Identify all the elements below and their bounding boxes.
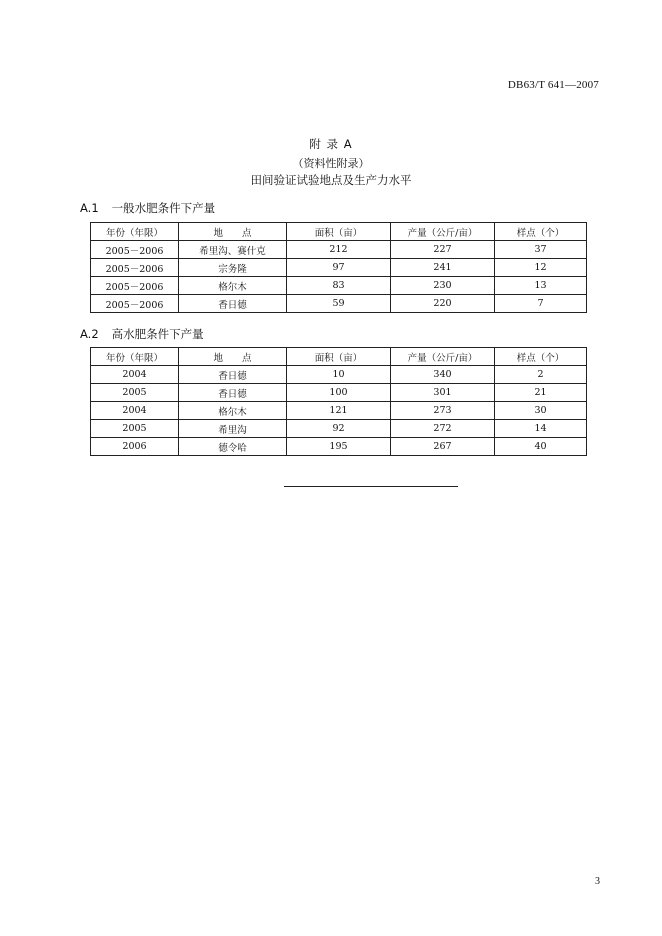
cell-area: 59 (287, 295, 391, 313)
page-number: 3 (595, 876, 600, 887)
cell-year: 2005－2006 (91, 295, 179, 313)
table-row (91, 277, 587, 295)
column-header-year: 年份（年限） (91, 223, 179, 241)
cell-area: 121 (287, 402, 391, 420)
table-row (91, 241, 587, 259)
column-header-area: 面积（亩） (287, 348, 391, 366)
cell-location: 香日德 (179, 295, 287, 313)
column-header-yield: 产量（公斤/亩） (391, 348, 495, 366)
table-header-row (91, 223, 587, 241)
cell-yield: 230 (391, 277, 495, 295)
appendix-type: （资料性附录） (292, 157, 370, 170)
cell-area: 97 (287, 259, 391, 277)
cell-samples: 13 (495, 277, 587, 295)
cell-samples: 2 (495, 366, 587, 384)
cell-area: 10 (287, 366, 391, 384)
cell-yield: 273 (391, 402, 495, 420)
table-row (91, 366, 587, 384)
cell-samples: 37 (495, 241, 587, 259)
cell-location: 格尔木 (179, 277, 287, 295)
cell-location: 德令哈 (179, 438, 287, 456)
cell-year: 2005－2006 (91, 241, 179, 259)
column-header-area: 面积（亩） (287, 223, 391, 241)
cell-yield: 301 (391, 384, 495, 402)
cell-samples: 40 (495, 438, 587, 456)
cell-yield: 220 (391, 295, 495, 313)
table-row (91, 438, 587, 456)
column-header-yield: 产量（公斤/亩） (391, 223, 495, 241)
standard-code: DB63/T 641—2007 (507, 79, 599, 91)
cell-location: 香日德 (179, 384, 287, 402)
cell-yield: 340 (391, 366, 495, 384)
cell-year: 2005 (91, 420, 179, 438)
cell-location: 宗务隆 (179, 259, 287, 277)
cell-area: 83 (287, 277, 391, 295)
cell-samples: 30 (495, 402, 587, 420)
column-header-samples: 样点（个） (495, 223, 587, 241)
yield-table-high (90, 347, 587, 456)
table-row (91, 259, 587, 277)
column-header-samples: 样点（个） (495, 348, 587, 366)
cell-year: 2006 (91, 438, 179, 456)
yield-table-normal (90, 222, 587, 313)
cell-year: 2005－2006 (91, 277, 179, 295)
section-title: 一般水肥条件下产量 (111, 201, 216, 215)
cell-year: 2004 (91, 366, 179, 384)
cell-location: 格尔木 (179, 402, 287, 420)
appendix-title: 田间验证试验地点及生产力水平 (250, 173, 412, 187)
section-heading-a2 (80, 326, 204, 342)
cell-year: 2005－2006 (91, 259, 179, 277)
table-row (91, 420, 587, 438)
cell-samples: 14 (495, 420, 587, 438)
cell-samples: 12 (495, 259, 587, 277)
cell-area: 212 (287, 241, 391, 259)
cell-year: 2004 (91, 402, 179, 420)
column-header-year: 年份（年限） (91, 348, 179, 366)
section-number: A.2 (80, 327, 99, 341)
cell-location: 希里沟、赛什克 (179, 241, 287, 259)
end-rule-divider (284, 486, 458, 487)
cell-location: 香日德 (179, 366, 287, 384)
table-row (91, 295, 587, 313)
cell-yield: 272 (391, 420, 495, 438)
cell-samples: 7 (495, 295, 587, 313)
cell-yield: 267 (391, 438, 495, 456)
table-row (91, 402, 587, 420)
section-number: A.1 (80, 201, 99, 215)
cell-area: 195 (287, 438, 391, 456)
cell-yield: 241 (391, 259, 495, 277)
column-header-location: 地 点 (179, 223, 287, 241)
section-title: 高水肥条件下产量 (111, 327, 204, 341)
cell-area: 92 (287, 420, 391, 438)
table-row (91, 384, 587, 402)
cell-year: 2005 (91, 384, 179, 402)
table-header-row (91, 348, 587, 366)
column-header-location: 地 点 (179, 348, 287, 366)
appendix-label: 附 录 A (309, 137, 353, 151)
section-heading-a1 (80, 200, 215, 216)
cell-location: 希里沟 (179, 420, 287, 438)
cell-area: 100 (287, 384, 391, 402)
cell-samples: 21 (495, 384, 587, 402)
cell-yield: 227 (391, 241, 495, 259)
